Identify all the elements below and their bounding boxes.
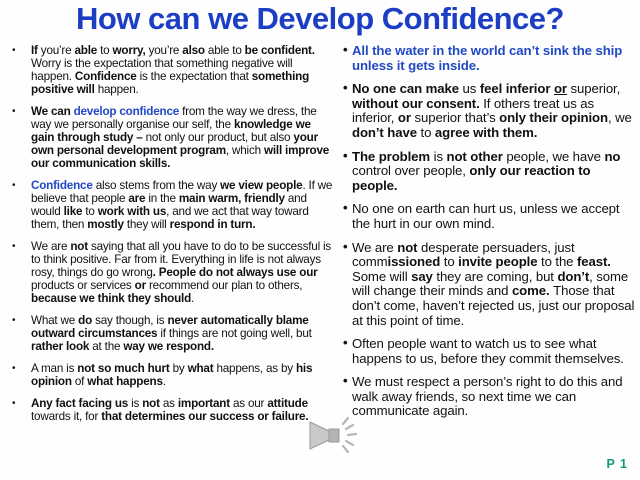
bullet-text: We can develop confidence from the way we dress, the way we personally organise our self, the knowledge we gain through study – not only our product, but also your own personal development program, which will improve our communication skills.: [31, 105, 330, 170]
bullet-text: All the water in the world can’t sink the ship unless it gets inside.: [352, 43, 623, 73]
list-item: [343, 82, 636, 140]
list-item: [8, 105, 336, 170]
list-item: [8, 240, 336, 305]
list-item: [343, 375, 636, 419]
list-item: [343, 202, 636, 231]
bullet-icon: •: [343, 147, 348, 163]
bullet-icon: •: [343, 200, 348, 216]
page-number: P 1: [606, 457, 628, 471]
list-item: [8, 362, 336, 388]
bullet-text: No one on earth can hurt us, unless we accept the hurt in our own mind.: [352, 201, 620, 231]
bullet-icon: •: [343, 373, 348, 389]
list-item: [343, 337, 636, 366]
bullet-text: Often people want to watch us to see what happens to us, before they commit themselves.: [352, 336, 624, 366]
bullet-text: If you’re able to worry, you’re also able to be confident. Worry is the expectation that something negative will happen. Confidence is the expectation that something positive will happen.: [31, 44, 315, 96]
bullet-icon: •: [343, 80, 348, 96]
bullet-icon: •: [12, 363, 16, 374]
bullet-icon: •: [12, 45, 16, 56]
list-item: [8, 179, 336, 231]
slide-title: How can we Develop Confidence?: [76, 1, 564, 36]
bullet-icon: •: [12, 398, 16, 409]
bullet-icon: •: [343, 335, 348, 351]
bullet-text: The problem is not other people, we have no control over people, only our reaction to people.: [352, 148, 621, 193]
speaker-icon[interactable]: [306, 411, 360, 459]
bullet-icon: •: [12, 315, 16, 326]
list-item: [343, 44, 636, 73]
bullet-text: We are not saying that all you have to do to be successful is to think positive. Far from it. Everything in life is not always rosy, things do go wrong. People do not always use our products or services or recommend our plan to others, because we think they should.: [31, 240, 332, 305]
bullet-icon: •: [343, 238, 348, 254]
list-item: [343, 238, 636, 329]
bullet-text: What we do say though, is never automatically blame outward circumstances if things are not going well, but rather look at the way we respond.: [31, 314, 312, 353]
list-item: [8, 44, 336, 96]
bullet-text: Any fact facing us is not as important as our attitude towards it, for that determines our success or failure.: [31, 397, 309, 423]
right-column: [343, 44, 636, 428]
bullet-icon: •: [12, 106, 16, 117]
bullet-icon: •: [343, 42, 348, 57]
bullet-icon: •: [12, 241, 16, 252]
list-item: [343, 147, 636, 194]
bullet-text: A man is not so much hurt by what happens, as by his opinion of what happens.: [31, 362, 313, 388]
bullet-text: We are not desperate persuaders, just commissioned to invite people to the feast. Some will say they are coming, but don’t, some will change their minds and come. Those that don’t come, haven’t rejected us, just our proposal at this point of time.: [352, 239, 635, 328]
bullet-text: We must respect a person’s right to do this and walk away friends, so next time we can communicate again.: [352, 374, 623, 419]
bullet-text: Confidence also stems from the way we view people. If we believe that people are in the main warm, friendly and would like to work with us, and we act that way toward them, then mostly they will respond in turn.: [31, 179, 333, 231]
bullet-text: No one can make us feel inferior or superior, without our consent. If others treat us as inferior, or superior that’s only their opinion, we don’t have to agree with them.: [352, 81, 632, 140]
left-column: [8, 44, 336, 432]
bullet-icon: •: [12, 180, 16, 191]
list-item: [8, 314, 336, 353]
list-item: [8, 397, 336, 423]
